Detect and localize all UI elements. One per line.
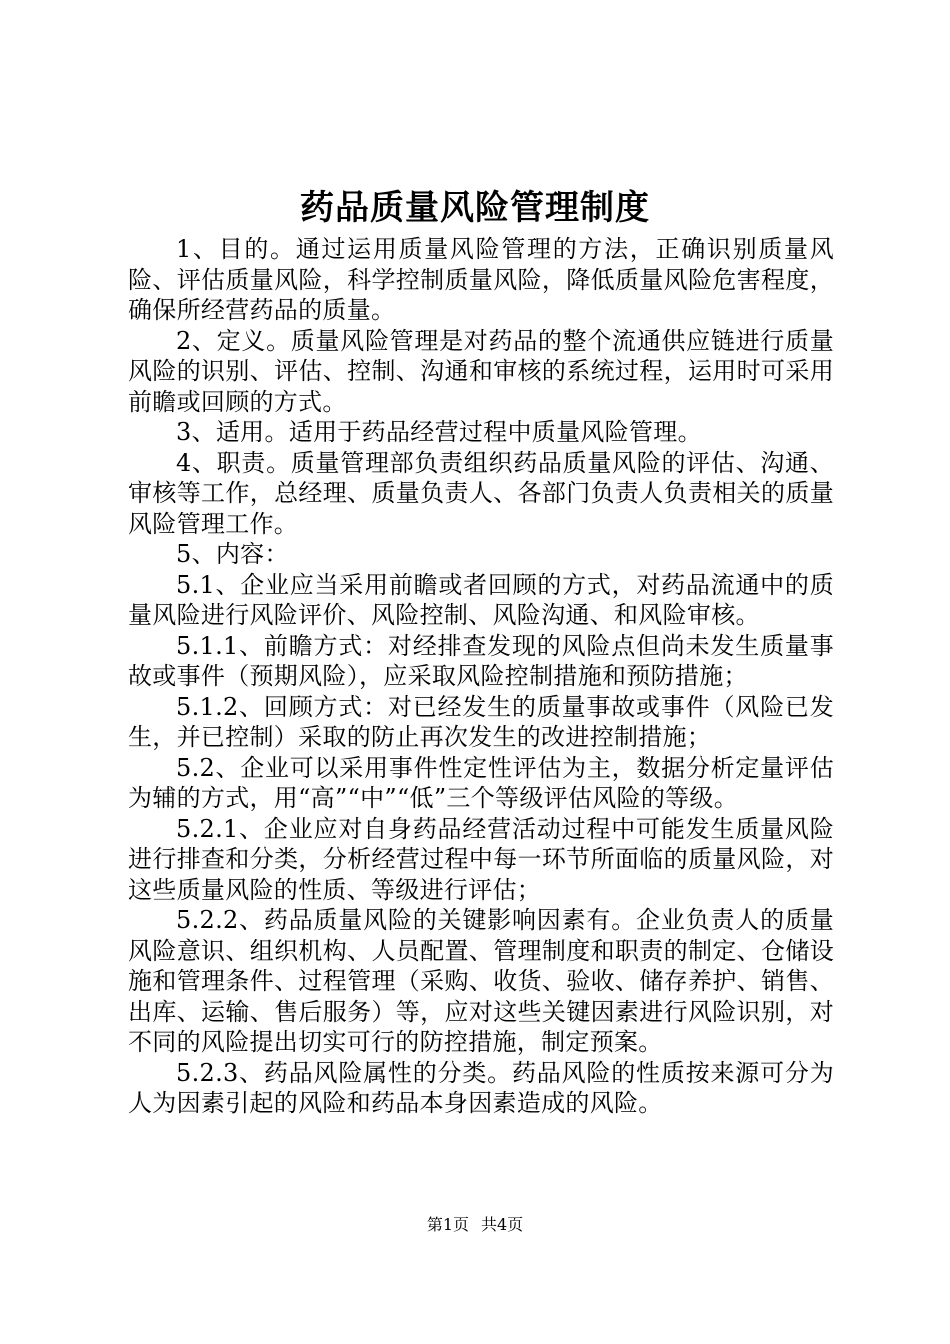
paragraph-5-1-2: 5.1.2、回顾方式：对已经发生的质量事故或事件（风险已发生，并已控制）采取的防止再次发生的改进控制措施； [128, 692, 834, 751]
document-title: 药品质量风险管理制度 [300, 188, 650, 228]
page-footer [0, 1213, 950, 1237]
paragraph-5-1-1: 5.1.1、前瞻方式：对经排查发现的风险点但尚未发生质量事故或事件（预期风险），应采取风险控制措施和预防措施； [128, 631, 834, 690]
paragraph-5-2: 5.2、企业可以采用事件性定性评估为主，数据分析定量评估为辅的方式，用“高”“中”“低”三个等级评估风险的等级。 [128, 753, 834, 812]
paragraph-5-1: 5.1、企业应当采用前瞻或者回顾的方式，对药品流通中的质量风险进行风险评价、风险控制、风险沟通、和风险审核。 [128, 570, 834, 629]
paragraph-content-heading: 5、内容： [176, 540, 289, 568]
paragraph-responsibility: 4、职责。质量管理部负责组织药品质量风险的评估、沟通、审核等工作，总经理、质量负责人、各部门负责人负责相关的质量风险管理工作。 [128, 448, 834, 538]
paragraph-purpose: 1、目的。通过运用质量风险管理的方法，正确识别质量风险、评估质量风险，科学控制质量风险，降低质量风险危害程度，确保所经营药品的质量。 [128, 235, 834, 324]
page-total: 共4页 [481, 1215, 524, 1234]
page-number: 第1页 [426, 1215, 469, 1234]
paragraph-5-2-2: 5.2.2、药品质量风险的关键影响因素有。企业负责人的质量风险意识、组织机构、人员配置、管理制度和职责的制定、仓储设施和管理条件、过程管理（采购、收货、验收、储存养护、销售、出库、运输、售后服务）等，应对这些关键因素进行风险识别，对不同的风险提出切实可行的防控措施，制定预案。 [128, 906, 834, 1056]
paragraph-scope: 3、适用。适用于药品经营过程中质量风险管理。 [176, 418, 702, 446]
paragraph-5-2-1: 5.2.1、企业应对自身药品经营活动过程中可能发生质量风险进行排查和分类，分析经营过程中每一环节所面临的质量风险，对这些质量风险的性质、等级进行评估； [128, 814, 834, 904]
paragraph-definition: 2、定义。质量风险管理是对药品的整个流通供应链进行质量风险的识别、评估、控制、沟通和审核的系统过程，运用时可采用前瞻或回顾的方式。 [128, 326, 834, 416]
paragraph-5-2-3: 5.2.3、药品风险属性的分类。药品风险的性质按来源可分为人为因素引起的风险和药品本身因素造成的风险。 [128, 1058, 834, 1117]
document-body [128, 234, 834, 1119]
